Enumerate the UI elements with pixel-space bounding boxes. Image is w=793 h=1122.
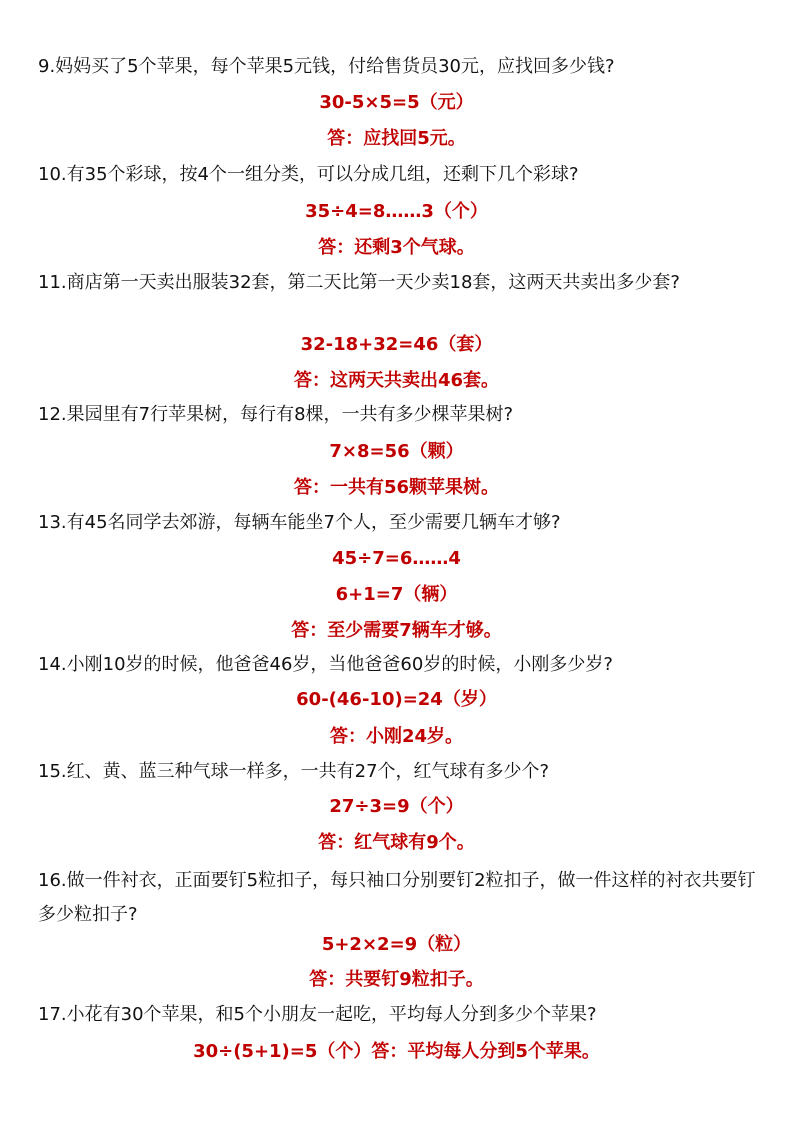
question-10: 10.有35个彩球，按4个一组分类，可以分成几组，还剩下几个彩球? [38,164,579,185]
equation-12: 7×8=56（颗） [329,441,464,462]
question-15: 15.红、黄、蓝三种气球一样多，一共有27个，红气球有多少个? [38,761,550,782]
equation-10: 35÷4=8……3（个） [305,201,488,222]
equation-9: 30-5×5=5（元） [319,92,474,113]
equation-14: 60-(46-10)=24（岁） [296,689,497,710]
equation-15: 27÷3=9（个） [329,796,464,817]
equation-16: 5+2×2=9（粒） [321,934,472,955]
question-11: 11.商店第一天卖出服装32套，第二天比第一天少卖18套，这两天共卖出多少套? [38,272,680,293]
question-13: 13.有45名同学去郊游，每辆车能坐7个人，至少需要几辆车才够? [38,512,561,533]
question-14: 14.小刚10岁的时候，他爸爸46岁，当他爸爸60岁的时候，小刚多少岁? [38,654,613,675]
question-12: 12.果园里有7行苹果树，每行有8棵，一共有多少棵苹果树? [38,404,514,425]
answer-16: 答：共要钉9粒扣子。 [309,969,484,990]
answer-12: 答：一共有56颗苹果树。 [293,477,500,498]
answer-10: 答：还剩3个气球。 [318,237,475,258]
answer-11: 答：这两天共卖出46套。 [293,370,500,391]
equation-answer-17: 30÷(5+1)=5（个）答：平均每人分到5个苹果。 [193,1041,600,1062]
question-17: 17.小花有30个苹果，和5个小朋友一起吃，平均每人分到多少个苹果? [38,1004,597,1025]
answer-9: 答：应找回5元。 [327,128,466,149]
equation-13b: 6+1=7（辆） [335,584,458,605]
answer-15: 答：红气球有9个。 [318,832,475,853]
answer-13: 答：至少需要7辆车才够。 [291,620,502,641]
equation-13a: 45÷7=6……4 [332,548,461,569]
question-16: 16.做一件衬衣，正面要钉5粒扣子，每只袖口分别要钉2粒扣子，做一件这样的衬衣共要钉多少粒扣子? [38,870,756,925]
equation-11: 32-18+32=46（套） [300,334,493,355]
question-9: 9.妈妈买了5个苹果，每个苹果5元钱，付给售货员30元，应找回多少钱? [38,56,615,77]
answer-14: 答：小刚24岁。 [329,726,464,747]
